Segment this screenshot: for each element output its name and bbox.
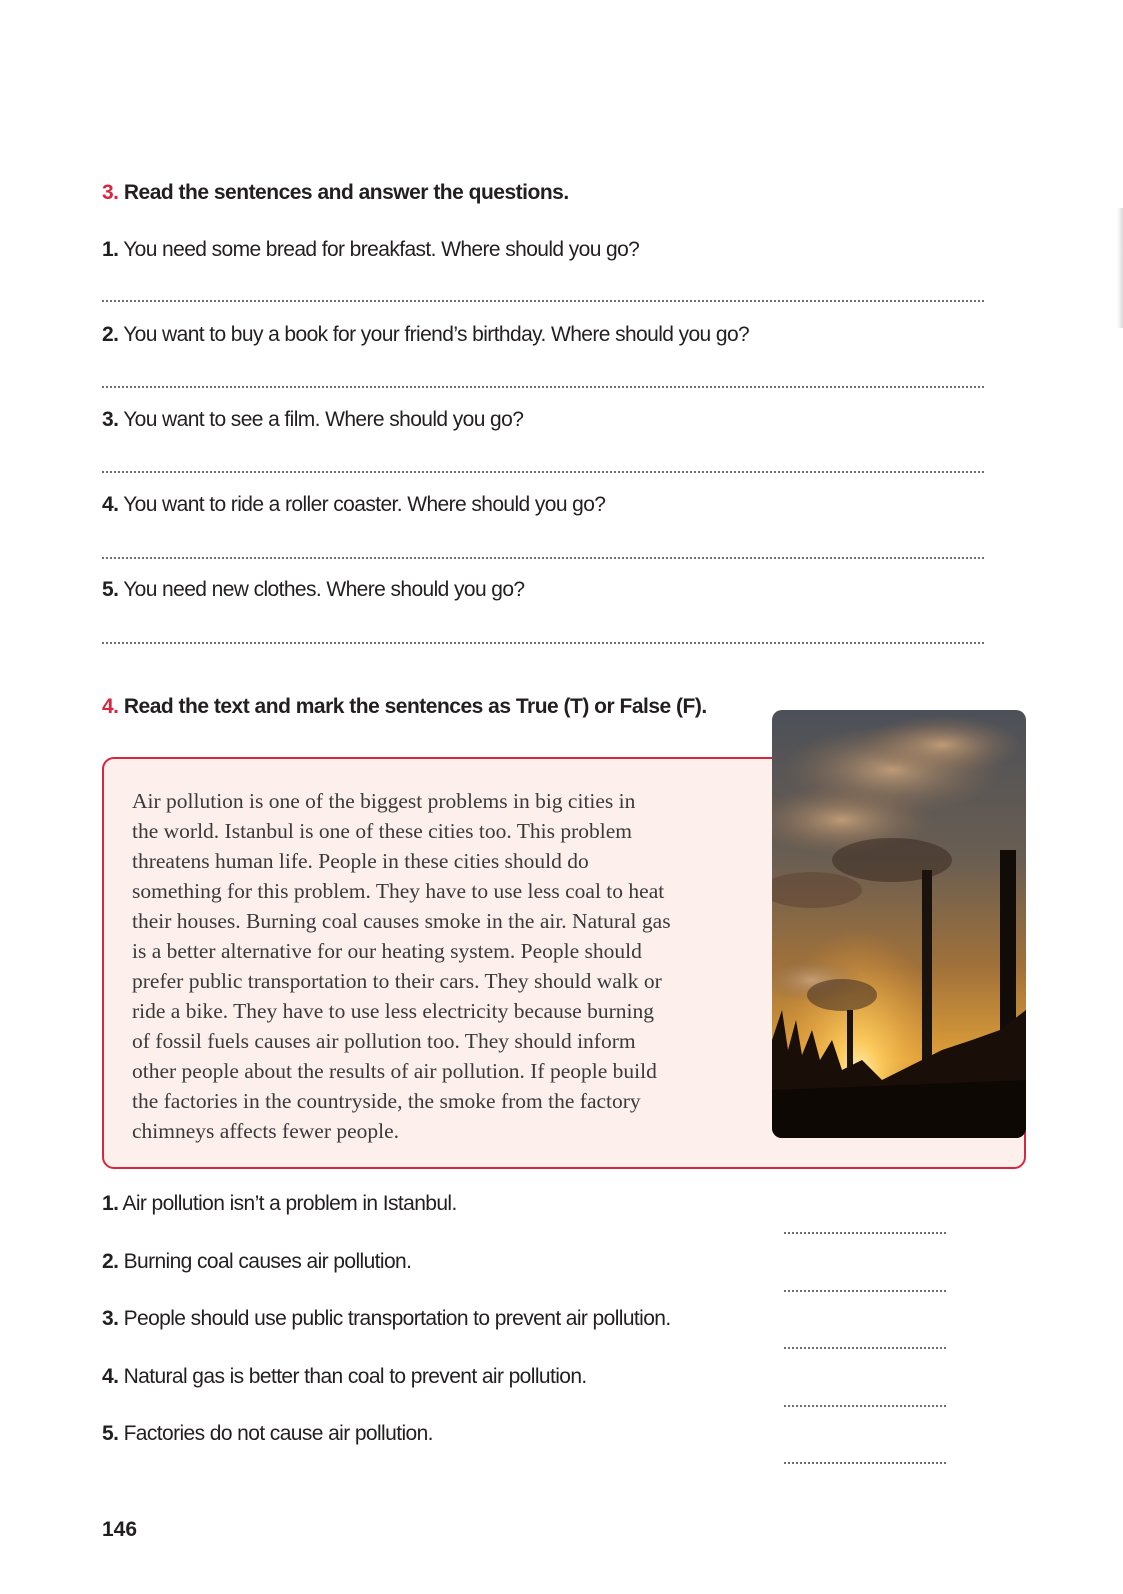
passage-line: ride a bike. They have to use less electricity because burning xyxy=(132,999,654,1023)
statement-3 xyxy=(102,1307,671,1331)
statement-5-text: Factories do not cause air pollution. xyxy=(123,1422,433,1445)
exercise-3-heading xyxy=(102,181,569,205)
answer-line-1[interactable] xyxy=(102,300,984,302)
statement-2 xyxy=(102,1250,411,1274)
answer-line-2[interactable] xyxy=(102,386,984,388)
answer-line-3[interactable] xyxy=(102,471,984,473)
passage-line: other people about the results of air pollution. If people build xyxy=(132,1059,657,1083)
statement-5 xyxy=(102,1422,433,1446)
passage-line: threatens human life. People in these cities should do xyxy=(132,849,589,873)
question-2 xyxy=(102,323,749,347)
statement-4-number: 4. xyxy=(102,1365,119,1388)
question-3 xyxy=(102,408,523,432)
page-edge-tab xyxy=(1117,208,1123,328)
question-2-text: You want to buy a book for your friend’s birthday. Where should you go? xyxy=(123,323,750,346)
question-3-text: You want to see a film. Where should you go? xyxy=(123,408,524,431)
passage-line: their houses. Burning coal causes smoke in the air. Natural gas xyxy=(132,909,671,933)
question-5 xyxy=(102,578,525,602)
statement-4-text: Natural gas is better than coal to prevent air pollution. xyxy=(123,1365,587,1388)
reading-passage xyxy=(132,786,742,1146)
statement-3-text: People should use public transportation to prevent air pollution. xyxy=(123,1307,671,1330)
page-number: 146 xyxy=(102,1518,138,1541)
tf-answer-1[interactable] xyxy=(784,1232,946,1234)
question-4-number: 4. xyxy=(102,493,119,516)
answer-line-4[interactable] xyxy=(102,557,984,559)
statement-1-number: 1. xyxy=(102,1192,119,1215)
question-3-number: 3. xyxy=(102,408,119,431)
passage-line: Air pollution is one of the biggest problems in big cities in xyxy=(132,789,636,813)
statement-1-text: Air pollution isn’t a problem in Istanbul. xyxy=(122,1192,457,1215)
question-1 xyxy=(102,238,639,262)
tf-answer-3[interactable] xyxy=(784,1347,946,1349)
statement-4 xyxy=(102,1365,587,1389)
tf-answer-2[interactable] xyxy=(784,1290,946,1292)
question-2-number: 2. xyxy=(102,323,119,346)
question-1-number: 1. xyxy=(102,238,119,261)
passage-line: the factories in the countryside, the smoke from the factory xyxy=(132,1089,641,1113)
question-5-text: You need new clothes. Where should you go? xyxy=(123,578,525,601)
passage-line: prefer public transportation to their cars. They should walk or xyxy=(132,969,662,993)
tf-answer-4[interactable] xyxy=(784,1405,946,1407)
statement-5-number: 5. xyxy=(102,1422,119,1445)
tf-answer-5[interactable] xyxy=(784,1462,946,1464)
statement-1 xyxy=(102,1192,457,1216)
question-4 xyxy=(102,493,605,517)
passage-line: is a better alternative for our heating system. People should xyxy=(132,939,642,963)
question-5-number: 5. xyxy=(102,578,119,601)
question-1-text: You need some bread for breakfast. Where should you go? xyxy=(123,238,640,261)
exercise-4-instruction: Read the text and mark the sentences as True (T) or False (F). xyxy=(123,695,707,718)
factory-chimneys-sunset-photo xyxy=(772,710,1026,1138)
passage-line: chimneys affects fewer people. xyxy=(132,1119,400,1143)
exercise-4-heading xyxy=(102,695,707,719)
question-4-text: You want to ride a roller coaster. Where should you go? xyxy=(123,493,606,516)
exercise-4-number: 4. xyxy=(102,695,119,718)
answer-line-5[interactable] xyxy=(102,642,984,644)
passage-line: something for this problem. They have to use less coal to heat xyxy=(132,879,665,903)
statement-2-number: 2. xyxy=(102,1250,119,1273)
passage-line: the world. Istanbul is one of these cities too. This problem xyxy=(132,819,632,843)
statement-3-number: 3. xyxy=(102,1307,119,1330)
exercise-3-number: 3. xyxy=(102,181,119,204)
passage-line: of fossil fuels causes air pollution too. They should inform xyxy=(132,1029,636,1053)
exercise-3-instruction: Read the sentences and answer the questions. xyxy=(123,181,569,204)
statement-2-text: Burning coal causes air pollution. xyxy=(123,1250,412,1273)
